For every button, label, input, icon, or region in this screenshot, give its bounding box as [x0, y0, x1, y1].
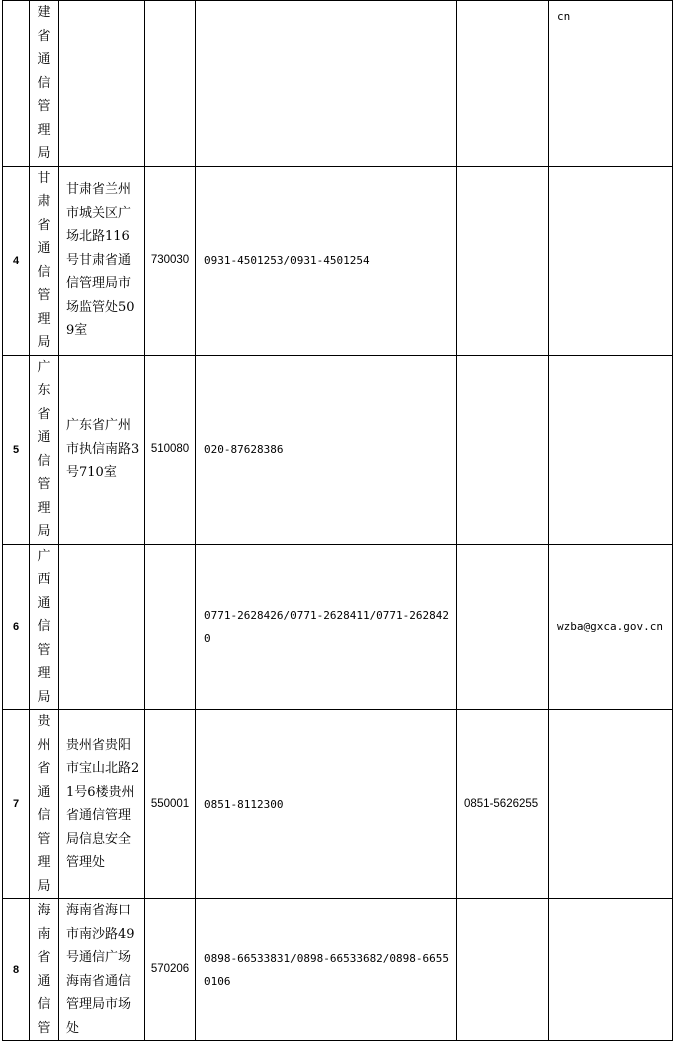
contact-table [2, 0, 673, 1041]
zip-cell [145, 544, 196, 710]
agency-name: 海南省通信管 [37, 903, 51, 1036]
email-cell [549, 1, 673, 167]
table-row [3, 544, 673, 710]
agency-name: 甘肃省通信管理局 [37, 170, 51, 350]
email-cell [549, 544, 673, 710]
phone: 0898-66533831/0898-66533682/0898-66550106 [204, 951, 450, 988]
row-number: 4 [3, 166, 30, 355]
phone-cell [196, 1, 457, 167]
agency-name-cell [30, 710, 59, 899]
postal-code: 510080 [150, 443, 190, 455]
address: 广东省广州市执信南路3号710室 [66, 418, 140, 481]
address-cell [59, 355, 145, 544]
phone-cell [196, 166, 457, 355]
row-number [3, 1, 30, 167]
fax: 0851-5626255 [464, 797, 539, 810]
phone: 0851-8112300 [204, 797, 284, 811]
phone-cell [196, 355, 457, 544]
phone: 020-87628386 [204, 443, 284, 456]
agency-name: 建省通信管理局 [37, 5, 51, 161]
table-row [3, 899, 673, 1041]
address: 贵州省贵阳市宝山北路21号6楼贵州省通信管理局信息安全管理处 [66, 737, 140, 870]
address: 甘肃省兰州市城关区广场北路116号甘肃省通信管理局市场监管处509室 [66, 182, 135, 339]
email-cell [549, 710, 673, 899]
fax-cell [457, 544, 549, 710]
agency-name: 广西通信管理局 [37, 548, 51, 705]
address: 海南省海口市南沙路49号通信广场海南省通信管理局市场处 [66, 903, 135, 1036]
address-cell [59, 1, 145, 167]
address-cell [59, 899, 145, 1041]
row-number: 6 [3, 544, 30, 710]
phone-cell [196, 544, 457, 710]
fax-cell [457, 166, 549, 355]
fax-cell [457, 355, 549, 544]
email-cell [549, 899, 673, 1041]
email-cell [549, 355, 673, 544]
email: wzba@gxca.gov.cn [557, 620, 663, 634]
phone: 0771-2628426/0771-2628411/0771-2628420 [204, 608, 450, 645]
phone-cell [196, 899, 457, 1041]
agency-name: 贵州省通信管理局 [37, 714, 51, 894]
zip-cell [145, 166, 196, 355]
phone: 0931-4501253/0931-4501254 [204, 254, 370, 267]
postal-code: 570206 [150, 963, 190, 975]
email-cell [549, 166, 673, 355]
agency-name-cell [30, 544, 59, 710]
agency-name-cell [30, 355, 59, 544]
fax-cell [457, 710, 549, 899]
agency-name: 广东省通信管理局 [37, 359, 51, 539]
table-row [3, 166, 673, 355]
agency-name-cell [30, 1, 59, 167]
fax-cell [457, 899, 549, 1041]
table-row [3, 355, 673, 544]
zip-cell [145, 355, 196, 544]
address-cell [59, 166, 145, 355]
agency-name-cell [30, 899, 59, 1041]
postal-code: 730030 [150, 254, 190, 266]
row-number: 7 [3, 710, 30, 899]
fax-cell [457, 1, 549, 167]
zip-cell [145, 710, 196, 899]
postal-code: 550001 [150, 797, 190, 810]
phone-cell [196, 710, 457, 899]
address-cell [59, 544, 145, 710]
address-cell [59, 710, 145, 899]
table-row [3, 1, 673, 167]
email: cn [557, 10, 571, 23]
row-number: 5 [3, 355, 30, 544]
zip-cell [145, 1, 196, 167]
row-number: 8 [3, 899, 30, 1041]
agency-name-cell [30, 166, 59, 355]
zip-cell [145, 899, 196, 1041]
table-row [3, 710, 673, 899]
